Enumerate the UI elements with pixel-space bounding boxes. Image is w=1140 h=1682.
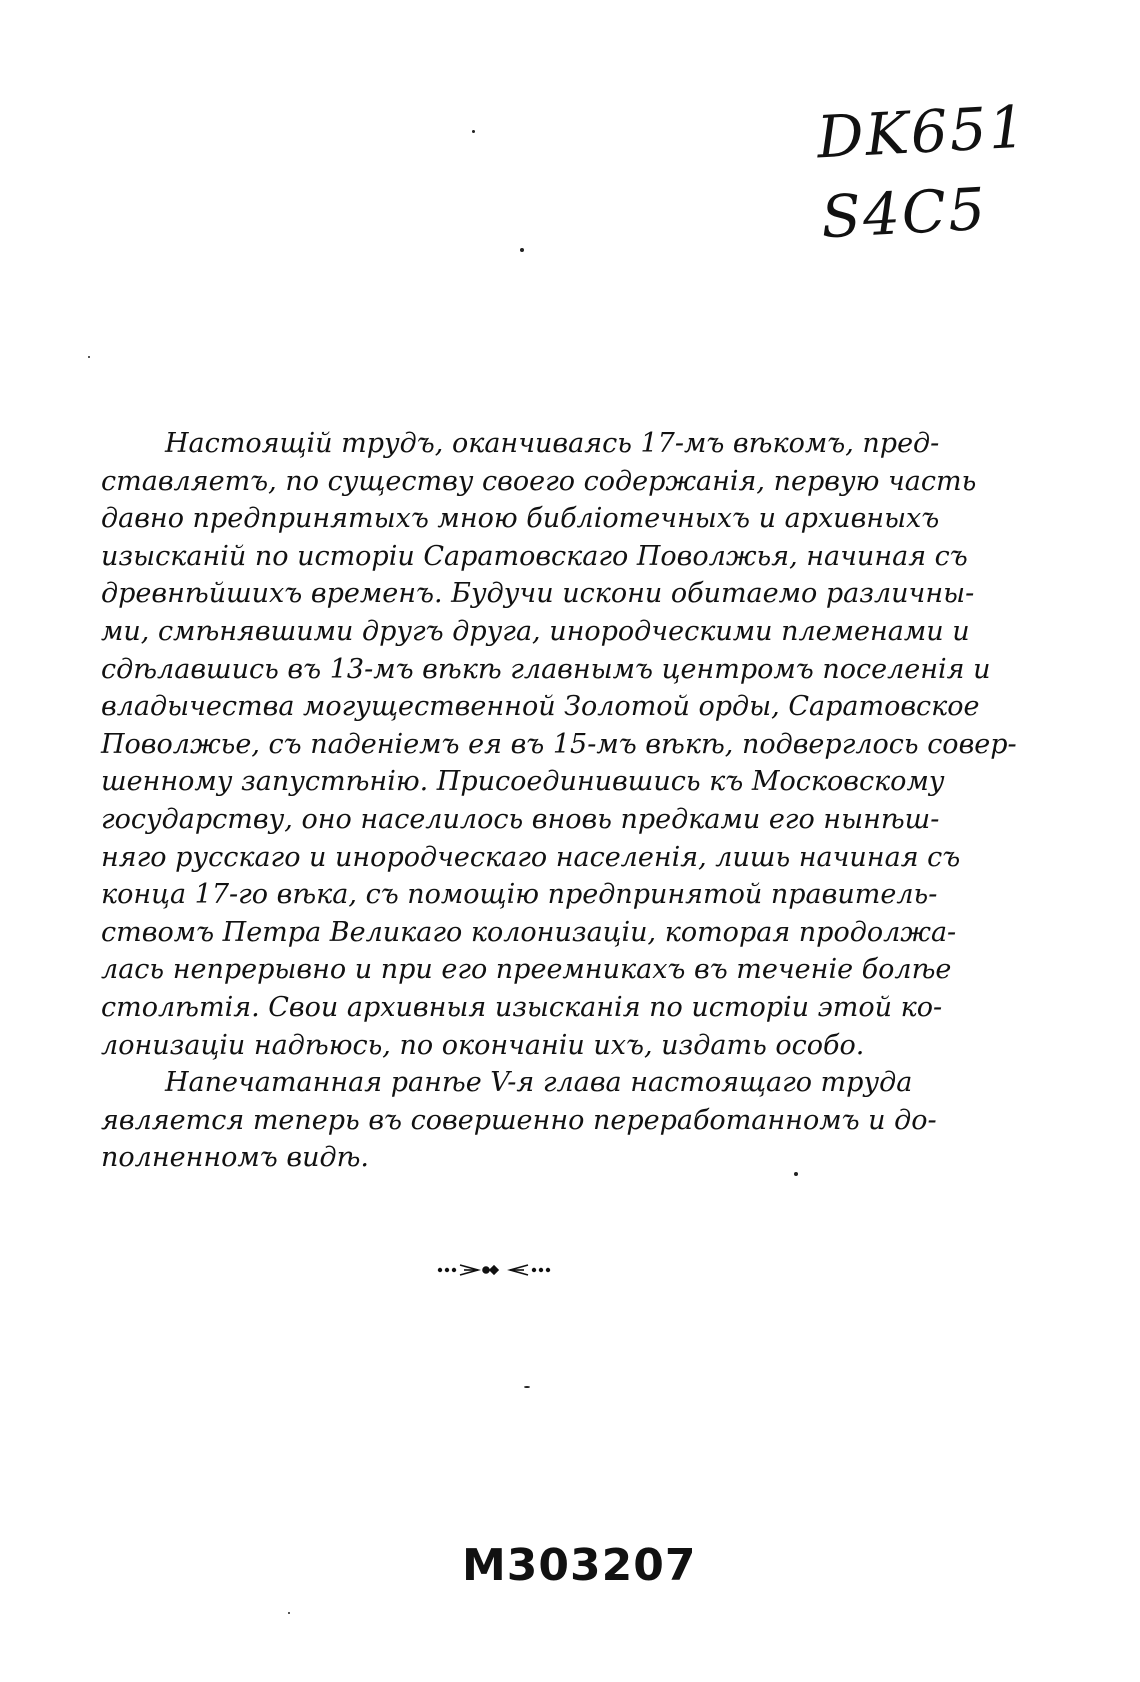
text-line: ставляетъ, по существу своего содержанія, первую часть <box>101 465 977 497</box>
text-line: владычества могущественной Золотой орды, Саратовское <box>101 691 980 723</box>
text-line: сдѣлавшись въ 13-мъ вѣкѣ главнымъ центромъ поселенія и <box>101 653 991 685</box>
paper-speck <box>472 130 475 133</box>
paper-speck <box>524 1386 530 1388</box>
text-line: государству, оно населилось вновь предками его нынѣш- <box>101 803 940 835</box>
text-line: изысканій по исторіи Саратовскаго Поволжья, начиная съ <box>101 540 968 572</box>
text-line: ствомъ Петра Великаго колонизаціи, которая продолжа- <box>101 916 957 948</box>
ornament-divider <box>434 1258 554 1282</box>
paper-speck <box>288 1612 290 1614</box>
text-line: полненномъ видѣ. <box>101 1142 370 1174</box>
text-line: столѣтія. Свои архивныя изысканія по исторіи этой ко- <box>101 991 943 1023</box>
catalog-number-stamp: M303207 <box>462 1540 697 1591</box>
text-line: древнѣйшихъ временъ. Будучи искони обитаемо различны- <box>101 578 975 610</box>
call-number-line-1: DK651 <box>815 92 1030 172</box>
text-line: лась непрерывно и при его преемникахъ въ теченіе болѣе <box>101 954 952 986</box>
text-line: няго русскаго и инородческаго населенія, лишь начиная съ <box>101 841 961 873</box>
text-line: является теперь въ совершенно переработанномъ и до- <box>101 1104 937 1136</box>
paper-speck <box>794 1172 798 1176</box>
text-line: шенному запустѣнію. Присоединившись къ Московскому <box>101 766 945 798</box>
call-number-line-2: S4C5 <box>819 174 990 252</box>
text-line: Поволжье, съ паденіемъ ея въ 15-мъ вѣкѣ, подверглось совер- <box>101 728 1017 760</box>
paper-speck <box>88 356 90 358</box>
paper-speck <box>520 248 524 252</box>
text-line: лонизаціи надѣюсь, по окончаніи ихъ, издать особо. <box>101 1029 865 1061</box>
text-line: давно предпринятыхъ мною библіотечныхъ и архивныхъ <box>101 503 940 535</box>
text-line: конца 17-го вѣка, съ помощію предпринятой правитель- <box>101 879 938 911</box>
text-line: Напечатанная ранѣе V-я глава настоящаго труда <box>165 1067 913 1099</box>
text-line: Настоящій трудъ, оканчиваясь 17-мъ вѣкомъ, пред- <box>165 428 940 459</box>
text-line: ми, смѣнявшими другъ друга, инородческими племенами и <box>101 615 970 647</box>
preface-text <box>101 425 1017 1177</box>
handwritten-call-number <box>815 87 1034 258</box>
